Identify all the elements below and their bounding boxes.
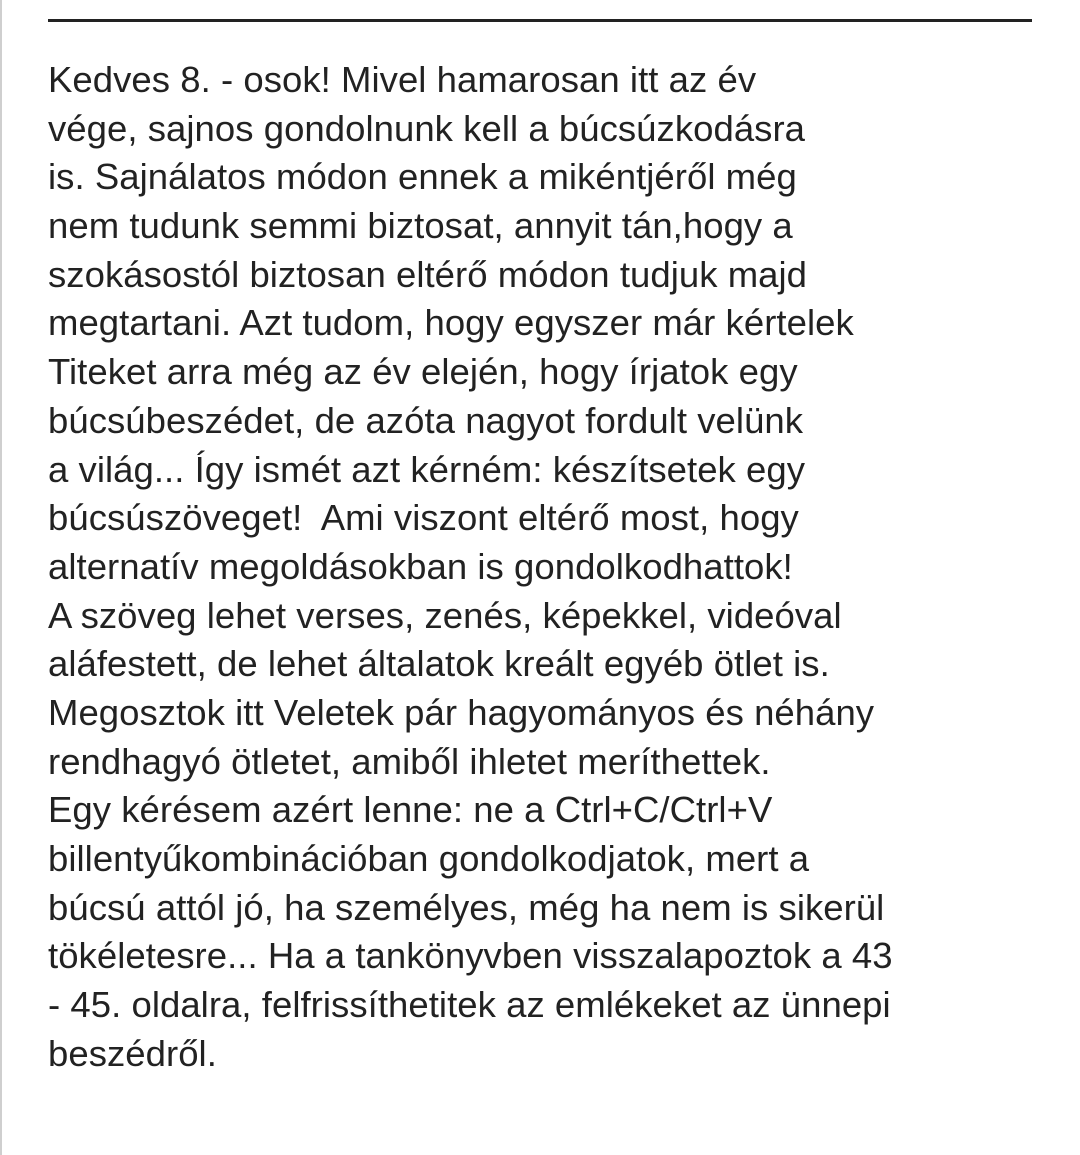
- post-line: Megosztok itt Veletek pár hagyományos és néhány: [48, 691, 875, 733]
- post-line: Titeket arra még az év elején, hogy írjatok egy: [48, 351, 798, 393]
- post-body: [48, 56, 1058, 1078]
- post-line: vége, sajnos gondolnunk kell a búcsúzkodásra: [48, 107, 806, 149]
- post-line: billentyűkombinációban gondolkodjatok, mert a: [48, 838, 810, 879]
- post-line: alternatív megoldásokban is gondolkodhattok!: [48, 545, 793, 587]
- post-line: szokásostól biztosan eltérő módon tudjuk majd: [48, 253, 808, 295]
- post-line: búcsúbeszédet, de azóta nagyot fordult velünk: [48, 399, 804, 441]
- post-line: is. Sajnálatos módon ennek a mikéntjéről még: [48, 156, 797, 198]
- top-divider: [48, 19, 1032, 22]
- post-line: aláfestett, de lehet általatok kreált egyéb ötlet is.: [48, 643, 830, 685]
- post-line: a világ... Így ismét azt kérném: készítsetek egy: [48, 448, 806, 490]
- post-line: A szöveg lehet verses, zenés, képekkel, videóval: [48, 594, 842, 636]
- left-border: [0, 0, 2, 1155]
- post-line: Kedves 8. - osok! Mivel hamarosan itt az év: [48, 59, 757, 100]
- post-line: nem tudunk semmi biztosat, annyit tán,hogy a: [48, 205, 793, 247]
- post-line: búcsú attól jó, ha személyes, még ha nem is sikerül: [48, 886, 885, 928]
- post-line: rendhagyó ötletet, amiből ihletet meríthettek.: [48, 740, 771, 782]
- post-line: beszédről.: [48, 1032, 217, 1074]
- post-line: tökéletesre... Ha a tankönyvben visszalapoztok a 43: [48, 935, 893, 977]
- post-line: - 45. oldalra, felfrissíthetitek az emlékeket az ünnepi: [48, 984, 891, 1026]
- post-line: Egy kérésem azért lenne: ne a Ctrl+C/Ctrl+V: [48, 789, 773, 831]
- post-line: megtartani. Azt tudom, hogy egyszer már kértelek: [48, 302, 854, 344]
- post-line: búcsúszöveget! Ami viszont eltérő most, hogy: [48, 497, 799, 539]
